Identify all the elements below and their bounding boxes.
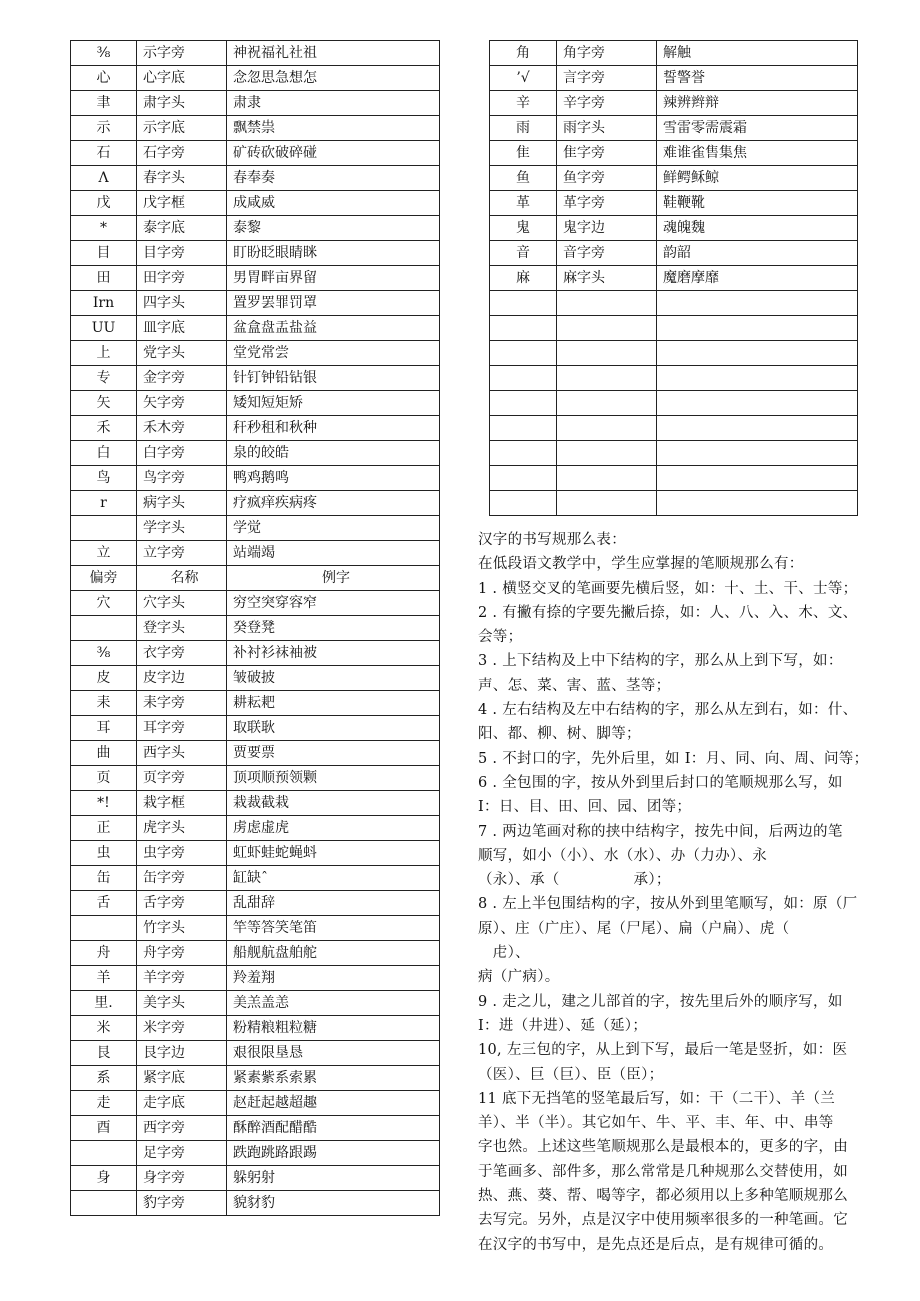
example-cell: 耕耘耙 xyxy=(227,691,440,716)
example-cell xyxy=(657,491,858,516)
rule-line: 原）、庄（广庄）、尾（尸尾）、扁（户扁）、虎（ xyxy=(478,920,790,937)
example-cell: 矿砖砍破碎碰 xyxy=(227,141,440,166)
radical-cell: 耒 xyxy=(71,691,137,716)
example-cell: 粉精粮粗粒糖 xyxy=(227,1016,440,1041)
radical-cell: 聿 xyxy=(71,91,137,116)
radical-cell xyxy=(490,441,557,466)
name-cell: 虎字头 xyxy=(137,816,227,841)
radical-cell: r xyxy=(71,491,137,516)
radical-cell: 身 xyxy=(71,1166,137,1191)
example-cell: 艰很限垦恳 xyxy=(227,1041,440,1066)
radical-cell: 穴 xyxy=(71,591,137,616)
radical-cell: 皮 xyxy=(71,666,137,691)
rule-line: 在汉字的书写中，是先点还是后点，是有规律可循的。 xyxy=(478,1236,834,1253)
name-cell: 身字旁 xyxy=(137,1166,227,1191)
radical-cell: 虫 xyxy=(71,841,137,866)
example-cell xyxy=(657,466,858,491)
table-row xyxy=(490,91,858,116)
name-cell: 鬼字边 xyxy=(557,216,657,241)
example-cell: 春奉奏 xyxy=(227,166,440,191)
rule-line: 阳、都、柳、树、脚等； xyxy=(478,726,641,743)
example-cell xyxy=(657,316,858,341)
example-cell: 成咸威 xyxy=(227,191,440,216)
example-cell xyxy=(657,441,858,466)
name-cell xyxy=(557,416,657,441)
radical-cell: 里. xyxy=(71,991,137,1016)
table-row xyxy=(71,616,440,641)
table-row xyxy=(71,566,440,591)
table-row xyxy=(490,341,858,366)
radical-cell xyxy=(490,391,557,416)
name-cell xyxy=(557,366,657,391)
example-cell: 乱甜辞 xyxy=(227,891,440,916)
name-cell: 竹字头 xyxy=(137,916,227,941)
example-cell: 羚羞翔 xyxy=(227,966,440,991)
radical-cell: 专 xyxy=(71,366,137,391)
table-row xyxy=(490,291,858,316)
radicals-table-left xyxy=(70,40,440,1216)
table-row xyxy=(490,416,858,441)
stroke-order-rules xyxy=(478,528,874,1257)
rule-line: 病（广病）。 xyxy=(478,969,560,986)
table-row xyxy=(71,316,440,341)
rules-list xyxy=(478,577,874,1257)
example-cell: 顶项顺预领颗 xyxy=(227,766,440,791)
table-row xyxy=(71,491,440,516)
table-row xyxy=(71,791,440,816)
example-cell: 学觉 xyxy=(227,516,440,541)
example-cell xyxy=(657,341,858,366)
example-cell: 念忽思急想怎 xyxy=(227,66,440,91)
rule-line: 会等； xyxy=(478,629,523,646)
rule-line: 3 . 上下结构及上中下结构的字，那么从上到下写，如： xyxy=(478,653,843,670)
name-cell: 西字旁 xyxy=(137,1116,227,1141)
table-row xyxy=(71,466,440,491)
table-row xyxy=(71,716,440,741)
table-row xyxy=(71,391,440,416)
radical-cell: 矢 xyxy=(71,391,137,416)
name-cell: 目字旁 xyxy=(137,241,227,266)
table-row xyxy=(71,966,440,991)
radical-cell: 白 xyxy=(71,441,137,466)
table-row xyxy=(71,766,440,791)
name-cell: 病字头 xyxy=(137,491,227,516)
table-row xyxy=(71,366,440,391)
name-cell: 米字旁 xyxy=(137,1016,227,1041)
name-cell xyxy=(557,441,657,466)
name-cell: 走字底 xyxy=(137,1091,227,1116)
name-cell: 舌字旁 xyxy=(137,891,227,916)
example-cell: 韵韶 xyxy=(657,241,858,266)
table-row xyxy=(490,166,858,191)
radical-cell: 雨 xyxy=(490,116,557,141)
name-cell: 肃字头 xyxy=(137,91,227,116)
table-row xyxy=(490,466,858,491)
name-cell: 耒字旁 xyxy=(137,691,227,716)
radical-cell: 偏旁 xyxy=(71,566,137,591)
table-row xyxy=(490,191,858,216)
radical-cell: 曲 xyxy=(71,741,137,766)
radical-cell xyxy=(490,366,557,391)
radical-cell: *! xyxy=(71,791,137,816)
radical-cell: ’√ xyxy=(490,66,557,91)
name-cell: 麻字头 xyxy=(557,266,657,291)
example-cell: 酥醉酒配醋酷 xyxy=(227,1116,440,1141)
name-cell: 党字头 xyxy=(137,341,227,366)
table-row xyxy=(71,416,440,441)
name-cell: 缶字旁 xyxy=(137,866,227,891)
table-row xyxy=(71,1116,440,1141)
name-cell: 立字旁 xyxy=(137,541,227,566)
example-cell: 盯盼眨眼睛眯 xyxy=(227,241,440,266)
example-cell: 盆盒盘盂盐益 xyxy=(227,316,440,341)
example-cell: 皱破披 xyxy=(227,666,440,691)
example-cell: 难谁雀售集焦 xyxy=(657,141,858,166)
name-cell: 戊字框 xyxy=(137,191,227,216)
name-cell xyxy=(557,316,657,341)
radical-cell xyxy=(490,316,557,341)
table-row xyxy=(71,66,440,91)
radical-cell: 艮 xyxy=(71,1041,137,1066)
example-cell: 男胃畔亩界留 xyxy=(227,266,440,291)
radical-cell: 音 xyxy=(490,241,557,266)
name-cell xyxy=(557,466,657,491)
radical-cell: UU xyxy=(71,316,137,341)
name-cell: 登字头 xyxy=(137,616,227,641)
radical-cell: * xyxy=(71,216,137,241)
radical-cell: 立 xyxy=(71,541,137,566)
example-cell: 誓警誉 xyxy=(657,66,858,91)
name-cell xyxy=(557,341,657,366)
example-cell xyxy=(657,291,858,316)
radical-cell: 正 xyxy=(71,816,137,841)
table-row xyxy=(490,266,858,291)
name-cell: 禾木旁 xyxy=(137,416,227,441)
example-cell: 针钉钟铅钻银 xyxy=(227,366,440,391)
name-cell: 紧字底 xyxy=(137,1066,227,1091)
name-cell: 豹字旁 xyxy=(137,1191,227,1216)
name-cell: 矢字旁 xyxy=(137,391,227,416)
table-row xyxy=(490,441,858,466)
name-cell: 四字头 xyxy=(137,291,227,316)
radical-cell: 走 xyxy=(71,1091,137,1116)
name-cell: 皮字边 xyxy=(137,666,227,691)
name-cell: 衣字旁 xyxy=(137,641,227,666)
example-cell: 鸭鸡鹅鸣 xyxy=(227,466,440,491)
table-row xyxy=(71,641,440,666)
radical-cell: 鱼 xyxy=(490,166,557,191)
example-cell xyxy=(657,366,858,391)
rule-line: （永）、承（ 承）； xyxy=(478,872,671,889)
example-cell: 解触 xyxy=(657,41,858,66)
example-cell: 补衬衫袜袖被 xyxy=(227,641,440,666)
radical-cell: 缶 xyxy=(71,866,137,891)
example-cell: 魂魄魏 xyxy=(657,216,858,241)
radical-cell: 目 xyxy=(71,241,137,266)
rule-line: 5 . 不封口的字，先外后里，如 I：月、同、向、周、问等； xyxy=(478,750,869,767)
rule-line: 羊）、半（半）。其它如午、牛、平、丰、年、中、串等 xyxy=(478,1115,834,1132)
radical-cell: 鸟 xyxy=(71,466,137,491)
example-cell xyxy=(657,391,858,416)
table-row xyxy=(71,591,440,616)
example-cell: 魔磨摩靡 xyxy=(657,266,858,291)
radical-cell xyxy=(490,291,557,316)
name-cell: 鱼字旁 xyxy=(557,166,657,191)
name-cell: 石字旁 xyxy=(137,141,227,166)
table-row xyxy=(71,266,440,291)
radical-cell: 页 xyxy=(71,766,137,791)
radical-cell: 戊 xyxy=(71,191,137,216)
table-row xyxy=(71,166,440,191)
table-row xyxy=(71,916,440,941)
example-cell: 貌豺豹 xyxy=(227,1191,440,1216)
rule-line: 声、怎、菜、害、蓝、茎等； xyxy=(478,677,671,694)
radical-cell: Λ xyxy=(71,166,137,191)
radical-cell xyxy=(490,341,557,366)
radical-cell: 上 xyxy=(71,341,137,366)
table-row xyxy=(71,91,440,116)
example-cell: 鞋鞭靴 xyxy=(657,191,858,216)
name-cell xyxy=(557,391,657,416)
name-cell: 美字头 xyxy=(137,991,227,1016)
radical-cell xyxy=(71,616,137,641)
radical-cell: 隹 xyxy=(490,141,557,166)
rule-line: 热、燕、葵、帮、喝等字，都必须用以上多种笔顺规那么 xyxy=(478,1188,848,1205)
table-row xyxy=(490,366,858,391)
table-row xyxy=(490,66,858,91)
radical-cell: 舌 xyxy=(71,891,137,916)
name-cell: 革字旁 xyxy=(557,191,657,216)
radical-cell xyxy=(490,491,557,516)
name-cell: 页字旁 xyxy=(137,766,227,791)
radical-cell: 酉 xyxy=(71,1116,137,1141)
name-cell: 艮字边 xyxy=(137,1041,227,1066)
name-cell: 虫字旁 xyxy=(137,841,227,866)
example-cell: 雪雷零需震霜 xyxy=(657,116,858,141)
example-cell: 美羔盖恙 xyxy=(227,991,440,1016)
name-cell: 泰字底 xyxy=(137,216,227,241)
name-cell xyxy=(557,491,657,516)
radical-cell: 革 xyxy=(490,191,557,216)
example-cell: 泉的皎皓 xyxy=(227,441,440,466)
radical-cell: 角 xyxy=(490,41,557,66)
name-cell: 隹字旁 xyxy=(557,141,657,166)
table-row xyxy=(71,441,440,466)
radical-cell xyxy=(71,1141,137,1166)
rule-line: 于笔画多、部件多，那么常常是几种规那么交替使用，如 xyxy=(478,1163,848,1180)
radical-cell xyxy=(490,416,557,441)
example-cell: 站端竭 xyxy=(227,541,440,566)
table-row xyxy=(71,141,440,166)
rules-title: 汉字的书写规那么表： xyxy=(478,532,626,548)
rule-line: I：进（井进）、延（延）； xyxy=(478,1017,648,1034)
rule-line: I：日、目、田、回、园、团等； xyxy=(478,799,692,816)
table-row xyxy=(490,391,858,416)
example-cell: 矮知短矩矫 xyxy=(227,391,440,416)
example-cell: 贾要票 xyxy=(227,741,440,766)
example-cell: 紧素紫系索累 xyxy=(227,1066,440,1091)
table-row xyxy=(71,216,440,241)
name-cell: 春字头 xyxy=(137,166,227,191)
name-cell: 足字旁 xyxy=(137,1141,227,1166)
table-row xyxy=(71,1166,440,1191)
example-cell: 取联耿 xyxy=(227,716,440,741)
example-cell: 秆秒租和秋种 xyxy=(227,416,440,441)
example-cell: 虏虑虚虎 xyxy=(227,816,440,841)
rule-line: （医）、巨（巨）、臣（臣）； xyxy=(478,1066,664,1083)
table-row xyxy=(71,191,440,216)
radical-cell: 系 xyxy=(71,1066,137,1091)
rule-line: 7 . 两边笔画对称的挟中结构字，按先中间，后两边的笔 xyxy=(478,823,843,840)
table-row xyxy=(71,691,440,716)
name-cell: 示字底 xyxy=(137,116,227,141)
example-cell: 疗疯痒疾病疼 xyxy=(227,491,440,516)
name-cell: 耳字旁 xyxy=(137,716,227,741)
example-cell: 船舰航盘舶舵 xyxy=(227,941,440,966)
table-row xyxy=(490,241,858,266)
example-cell: 肃隶 xyxy=(227,91,440,116)
name-cell: 鸟字旁 xyxy=(137,466,227,491)
rule-line: 10, 左三包的字，从上到下写，最后一笔是竖折，如：医 xyxy=(478,1042,848,1059)
radical-cell: 示 xyxy=(71,116,137,141)
example-cell: 置罗罢罪罚罩 xyxy=(227,291,440,316)
table-row xyxy=(490,491,858,516)
radical-cell: ⅜ xyxy=(71,41,137,66)
radical-cell xyxy=(71,916,137,941)
example-cell: 癸登凳 xyxy=(227,616,440,641)
table-row xyxy=(71,1191,440,1216)
example-cell: 泰黎 xyxy=(227,216,440,241)
rule-line: 6 . 全包围的字，按从外到里后封口的笔顺规那么写，如 xyxy=(478,774,843,791)
table-row xyxy=(71,341,440,366)
table-row xyxy=(71,541,440,566)
table-row xyxy=(71,41,440,66)
table-row xyxy=(71,1141,440,1166)
example-cell: 缸缺ˆ xyxy=(227,866,440,891)
radicals-table-right xyxy=(489,40,858,516)
example-cell: 堂党常尝 xyxy=(227,341,440,366)
radical-cell: 米 xyxy=(71,1016,137,1041)
table-row xyxy=(71,941,440,966)
table-row xyxy=(71,816,440,841)
name-cell: 西字头 xyxy=(137,741,227,766)
name-cell: 言字旁 xyxy=(557,66,657,91)
table-row xyxy=(490,141,858,166)
radical-cell xyxy=(71,1191,137,1216)
radical-cell: 田 xyxy=(71,266,137,291)
name-cell: 角字旁 xyxy=(557,41,657,66)
name-cell: 音字旁 xyxy=(557,241,657,266)
radical-cell: 心 xyxy=(71,66,137,91)
table-row xyxy=(71,1066,440,1091)
rule-line: 2 . 有撇有捺的字要先撇后捺，如：人、八、入、木、文、 xyxy=(478,604,858,621)
name-cell: 白字旁 xyxy=(137,441,227,466)
radical-cell: Irn xyxy=(71,291,137,316)
table-row xyxy=(71,666,440,691)
table-row xyxy=(71,991,440,1016)
name-cell: 学字头 xyxy=(137,516,227,541)
name-cell: 舟字旁 xyxy=(137,941,227,966)
name-cell: 穴字头 xyxy=(137,591,227,616)
example-cell: 跌跑跳路跟踢 xyxy=(227,1141,440,1166)
name-cell: 示字旁 xyxy=(137,41,227,66)
example-cell: 神祝福礼社祖 xyxy=(227,41,440,66)
example-cell: 竿等答笑笔笛 xyxy=(227,916,440,941)
example-cell: 例字 xyxy=(227,566,440,591)
rule-line: 顺写，如小（小）、水（水）、办（力办）、永 xyxy=(478,847,768,864)
radical-cell: ⅜ xyxy=(71,641,137,666)
radical-cell: 羊 xyxy=(71,966,137,991)
name-cell: 辛字旁 xyxy=(557,91,657,116)
name-cell: 皿字底 xyxy=(137,316,227,341)
radical-cell xyxy=(490,466,557,491)
table-row xyxy=(71,241,440,266)
name-cell: 栽字框 xyxy=(137,791,227,816)
name-cell: 名称 xyxy=(137,566,227,591)
radical-cell xyxy=(71,516,137,541)
example-cell: 栽裁截栽 xyxy=(227,791,440,816)
name-cell xyxy=(557,291,657,316)
example-cell: 赵赶起越超趣 xyxy=(227,1091,440,1116)
table-row xyxy=(71,866,440,891)
example-cell: 鲜鳄稣鲸 xyxy=(657,166,858,191)
table-row xyxy=(71,1091,440,1116)
table-row xyxy=(71,516,440,541)
radical-cell: 禾 xyxy=(71,416,137,441)
table-row xyxy=(490,41,858,66)
rule-line: 去写完。另外，点是汉字中使用频率很多的一种笔画。它 xyxy=(478,1212,848,1229)
table-row xyxy=(71,1041,440,1066)
table-row xyxy=(71,1016,440,1041)
rule-line: 4 . 左右结构及左中右结构的字，那么从左到右，如：什、 xyxy=(478,702,858,719)
example-cell: 虹虾蛙蛇蝇蚪 xyxy=(227,841,440,866)
rule-line: 9 . 走之儿，建之儿部首的字，按先里后外的顺序写，如 xyxy=(478,993,843,1010)
radical-cell: 耳 xyxy=(71,716,137,741)
example-cell: 躲躬射 xyxy=(227,1166,440,1191)
name-cell: 雨字头 xyxy=(557,116,657,141)
example-cell: 穷空突穿容窄 xyxy=(227,591,440,616)
table-row xyxy=(71,116,440,141)
table-row xyxy=(490,216,858,241)
table-row xyxy=(71,891,440,916)
name-cell: 羊字旁 xyxy=(137,966,227,991)
radical-cell: 石 xyxy=(71,141,137,166)
name-cell: 心字底 xyxy=(137,66,227,91)
name-cell: 田字旁 xyxy=(137,266,227,291)
rule-line: 字也然。上述这些笔顺规那么是最根本的，更多的字，由 xyxy=(478,1139,848,1156)
rules-intro: 在低段语文教学中，学生应掌握的笔顺规那么有： xyxy=(478,556,804,573)
table-row xyxy=(490,116,858,141)
radical-cell: 舟 xyxy=(71,941,137,966)
radical-cell: 辛 xyxy=(490,91,557,116)
table-row xyxy=(71,291,440,316)
rule-line: 8 . 左上半包围结构的字，按从外到里笔顺写，如：原（厂 xyxy=(478,896,858,913)
table-row xyxy=(71,841,440,866)
rule-line: 1 . 横竖交叉的笔画要先横后竖，如：十、土、干、士等； xyxy=(478,580,858,597)
radical-cell: 鬼 xyxy=(490,216,557,241)
table-row xyxy=(490,316,858,341)
rule-line: 虍）、 xyxy=(478,945,530,962)
example-cell: 辣辨辫辩 xyxy=(657,91,858,116)
radical-cell: 麻 xyxy=(490,266,557,291)
rule-line: 11 底下无挡笔的竖笔最后写，如：干（二干）、羊（兰 xyxy=(478,1090,836,1107)
name-cell: 金字旁 xyxy=(137,366,227,391)
example-cell: 飘禁祟 xyxy=(227,116,440,141)
example-cell xyxy=(657,416,858,441)
table-row xyxy=(71,741,440,766)
